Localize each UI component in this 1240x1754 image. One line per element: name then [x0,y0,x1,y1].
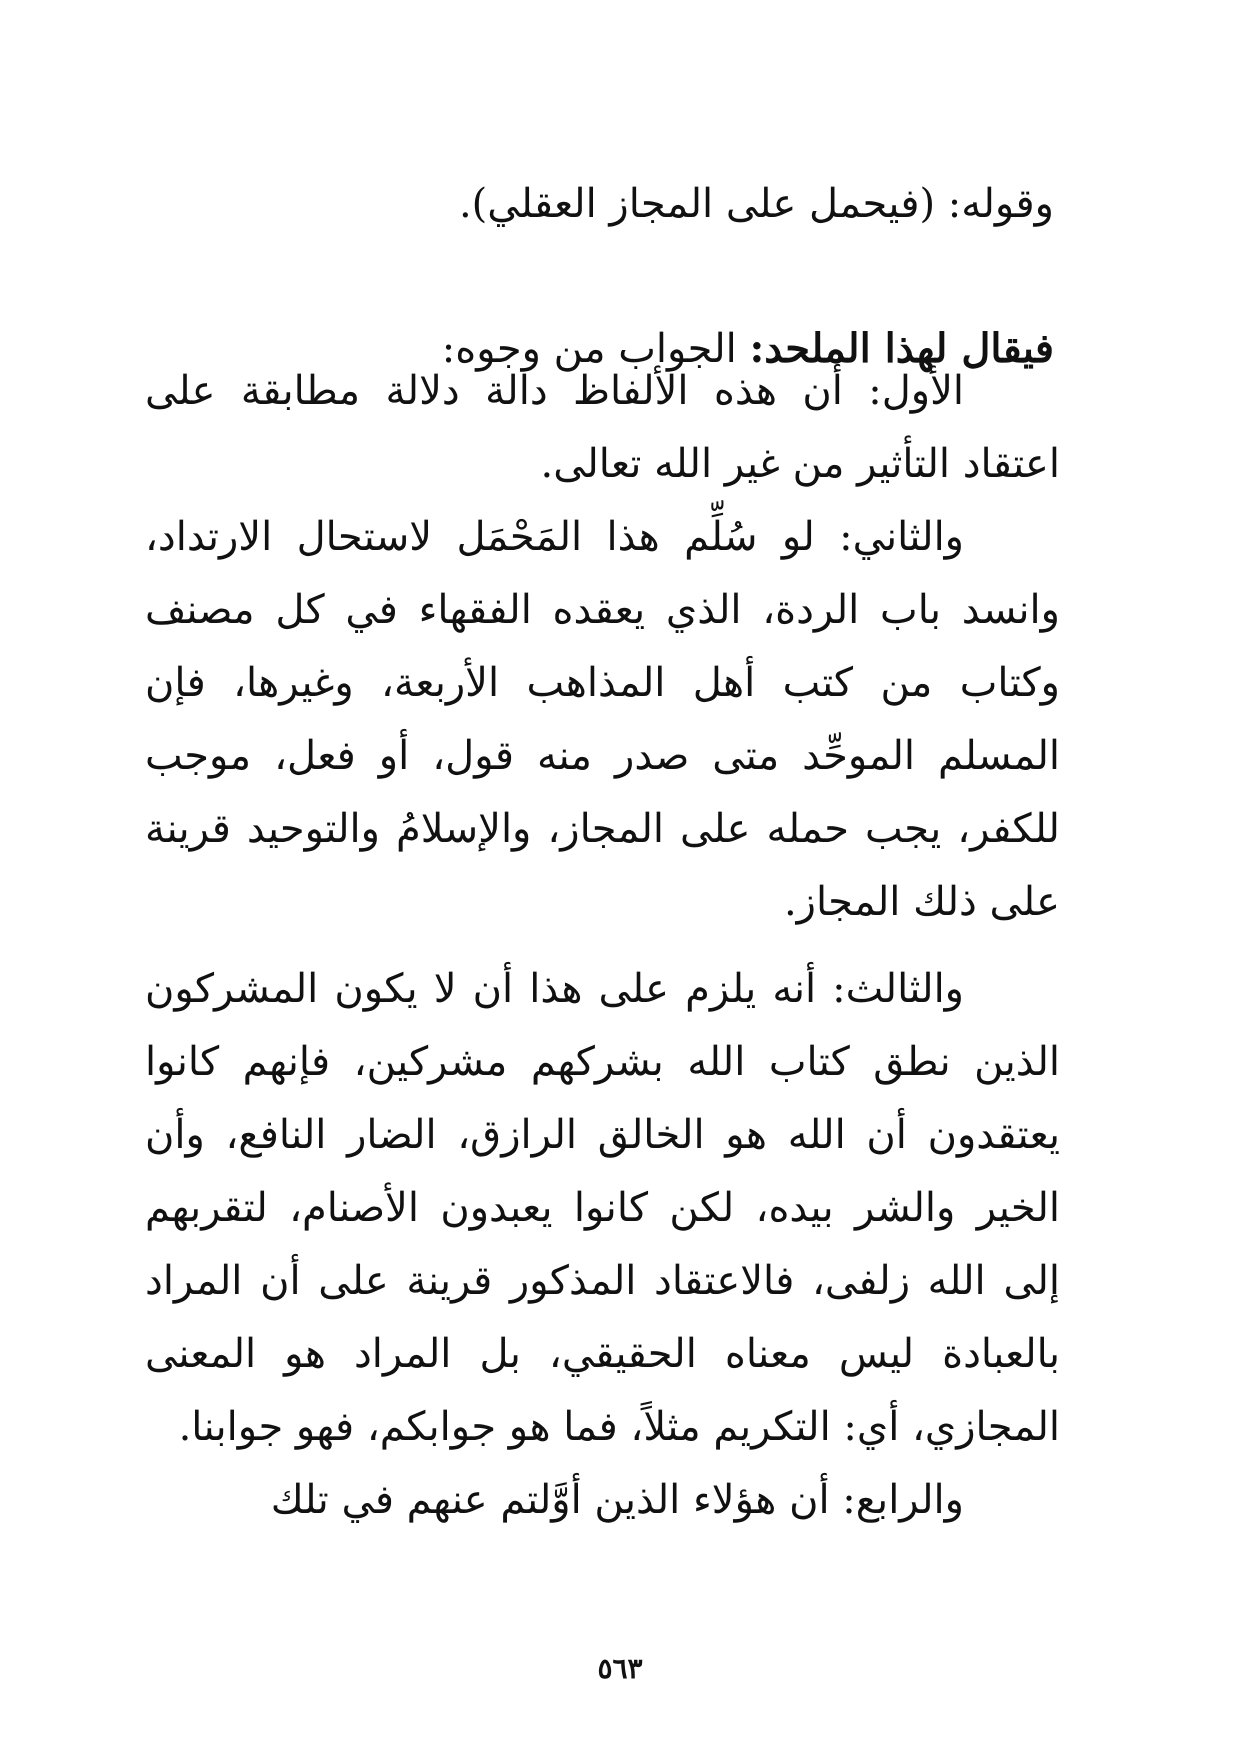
paragraph-third: والثالث: أنه يلزم على هذا أن لا يكون المشركون الذين نطق كتاب الله بشركهم مشركين، فإنهم كانوا يعتقدون أن الله هو الخالق الرازق، الضار النافع، وأن الخير والشر بيده، لكن كانوا يعبدون الأصنام، لتقربهم إلى الله زلفى، فالاعتقاد المذكور قرينة على أن المراد بالعبادة ليس معناه الحقيقي، بل المراد هو المعنى المجازي، أي: التكريم مثلاً، فما هو جوابكم، فهو جوابنا. [145,966,1060,1450]
intro-rest-text: الجواب من وجوه: [441,326,750,372]
paragraph-fourth: والرابع: أن هؤلاء الذين أوَّلتم عنهم في تلك [270,1477,964,1523]
section-heading: وقوله: (فيحمل على المجاز العقلي). [458,181,1054,227]
page-number: ٥٦٣ [597,1652,643,1685]
intro-bold-text: فيقال لهذا الملحد: [749,325,1054,372]
paragraph-second: والثاني: لو سُلِّم هذا المَحْمَل لاستحال الارتداد، وانسد باب الردة، الذي يعقده الفقهاء في كل مصنف وكتاب من كتب أهل المذاهب الأربعة، وغيرها، فإن المسلم الموحِّد متى صدر منه قول، أو فعل، موجب للكفر، يجب حمله على المجاز، والإسلامُ والتوحيد قرينة على ذلك المجاز. [145,514,1060,925]
body-text [145,355,1060,1537]
paragraph-first: الأول: أن هذه الألفاظ دالة دلالة مطابقة على اعتقاد التأثير من غير الله تعالى. [145,368,1060,487]
